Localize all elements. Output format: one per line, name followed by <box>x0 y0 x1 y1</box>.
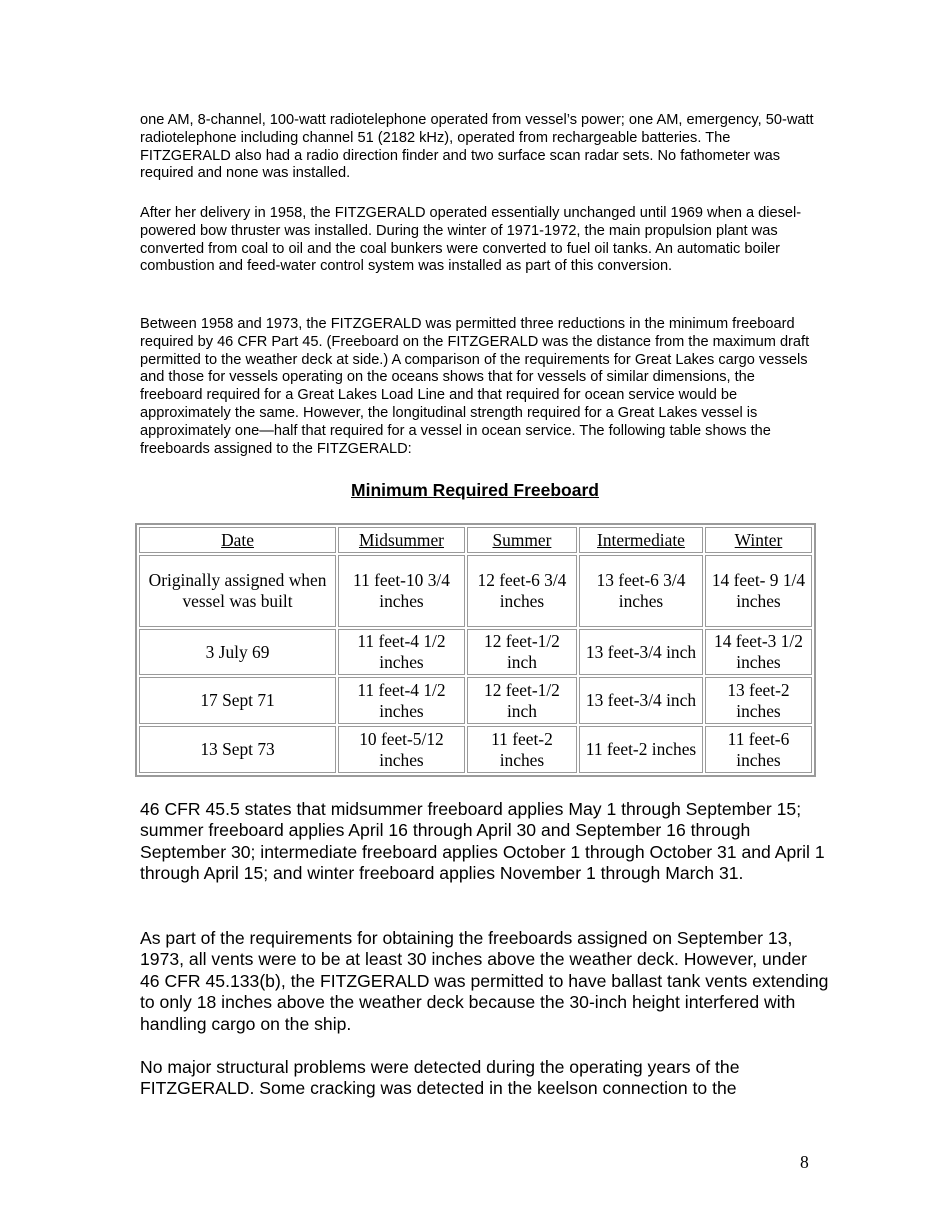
cell-intermediate: 13 feet-3/4 inch <box>579 677 703 724</box>
table-header-row <box>139 527 812 553</box>
cell-summer: 11 feet-2 inches <box>467 726 577 773</box>
header-winter: Winter <box>705 527 812 553</box>
paragraph-vent-requirements: As part of the requirements for obtaining the freeboards assigned on September 13, 1973, all vents were to be at least 30 inches above the weather deck. However, under 46 CFR 45.133(b), the FITZGERALD was permitted to have ballast tank vents extending to only 18 inches above the weather deck because the 30-inch height interfered with handling cargo on the ship. <box>140 928 829 1034</box>
paragraph-radio-equipment: one AM, 8-channel, 100-watt radiotelephone operated from vessel’s power; one AM, emergency, 50-watt radiotelephone including channel 51 (2182 kHz), operated from rechargeable batteries. The FITZGERALD also had a radio direction finder and two surface scan radar sets. No fathometer was required and none was installed. <box>140 112 814 182</box>
header-midsummer: Midsummer <box>338 527 465 553</box>
cell-winter: 14 feet-3 1/2 inches <box>705 629 812 676</box>
table-row <box>139 629 812 676</box>
cell-midsummer: 11 feet-4 1/2 inches <box>338 629 465 676</box>
paragraph-freeboard-seasons: 46 CFR 45.5 states that midsummer freeboard applies May 1 through September 15; summer freeboard applies April 16 through April 30 and September 16 through September 30; intermediate freeboard applies October 1 through October 31 and April 1 through April 15; and winter freeboard applies November 1 through March 31. <box>140 799 825 884</box>
header-date: Date <box>139 527 336 553</box>
cell-date: 3 July 69 <box>139 629 336 676</box>
table-title: Minimum Required Freeboard <box>351 480 599 500</box>
cell-date: Originally assigned when vessel was built <box>139 555 336 626</box>
cell-intermediate: 11 feet-2 inches <box>579 726 703 773</box>
cell-winter: 11 feet-6 inches <box>705 726 812 773</box>
paragraph-freeboard-reductions: Between 1958 and 1973, the FITZGERALD was permitted three reductions in the minimum freeboard required by 46 CFR Part 45. (Freeboard on the FITZGERALD was the distance from the maximum draft permitted to the weather deck at side.) A comparison of the requirements for Great Lakes cargo vessels and those for vessels operating on the oceans shows that for vessels of similar dimensions, the freeboard required for a Great Lakes Load Line and that required for ocean service would be approximately the same. However, the longitudinal strength required for a Great Lakes vessel is approximately one—half that required for a vessel in ocean service. The following table shows the freeboards assigned to the FITZGERALD: <box>140 316 810 457</box>
table-row <box>139 726 812 773</box>
cell-midsummer: 11 feet-4 1/2 inches <box>338 677 465 724</box>
paragraph-delivery-history: After her delivery in 1958, the FITZGERALD operated essentially unchanged until 1969 when a diesel-powered bow thruster was installed. During the winter of 1971-1972, the main propulsion plant was converted from coal to oil and the coal bunkers were converted to fuel oil tanks. An automatic boiler combustion and feed-water control system was installed as part of this conversion. <box>140 205 802 275</box>
cell-winter: 14 feet- 9 1/4 inches <box>705 555 812 626</box>
paragraph-structural-problems: No major structural problems were detected during the operating years of the FITZGERALD. Some cracking was detected in the keelson connection to the <box>140 1057 740 1099</box>
cell-intermediate: 13 feet-6 3/4 inches <box>579 555 703 626</box>
cell-summer: 12 feet-1/2 inch <box>467 677 577 724</box>
cell-summer: 12 feet-1/2 inch <box>467 629 577 676</box>
header-intermediate: Intermediate <box>579 527 703 553</box>
cell-midsummer: 11 feet-10 3/4 inches <box>338 555 465 626</box>
cell-summer: 12 feet-6 3/4 inches <box>467 555 577 626</box>
freeboard-table <box>135 523 816 777</box>
header-summer: Summer <box>467 527 577 553</box>
cell-intermediate: 13 feet-3/4 inch <box>579 629 703 676</box>
page-number: 8 <box>800 1152 809 1172</box>
cell-date: 13 Sept 73 <box>139 726 336 773</box>
cell-midsummer: 10 feet-5/12 inches <box>338 726 465 773</box>
table-row <box>139 677 812 724</box>
cell-date: 17 Sept 71 <box>139 677 336 724</box>
table-row <box>139 555 812 626</box>
cell-winter: 13 feet-2 inches <box>705 677 812 724</box>
